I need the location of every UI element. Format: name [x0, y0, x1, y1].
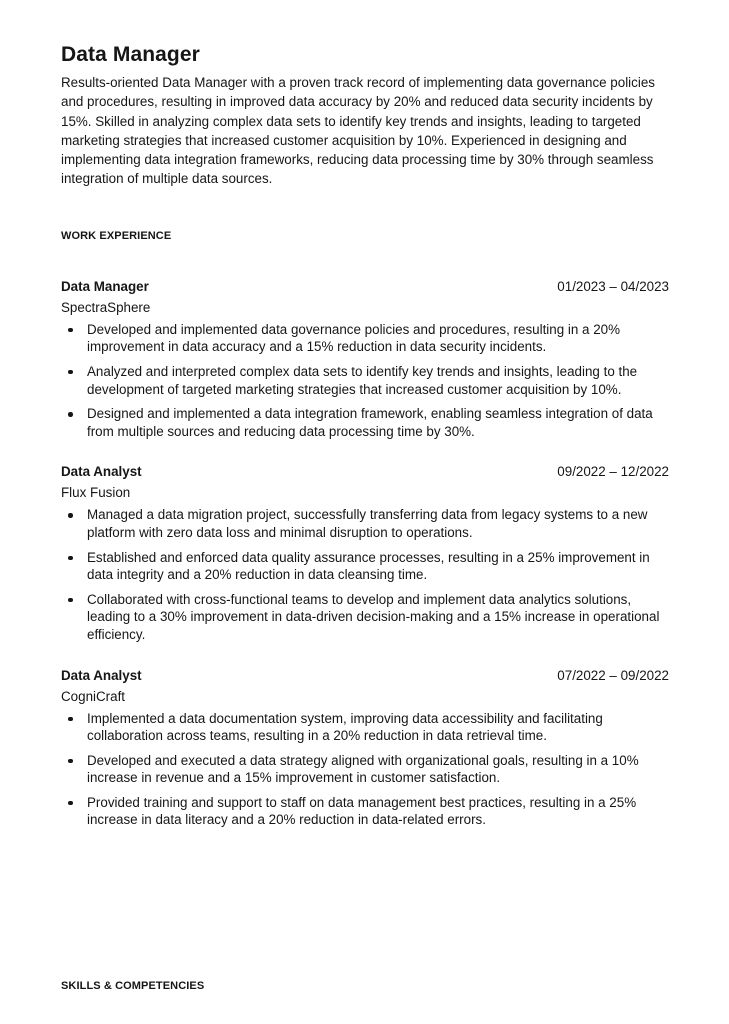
achievement-text: Established and enforced data quality assurance processes, resulting in a 25% improvement in data integrity and a 20% reduction in data cleansing time.: [87, 549, 650, 583]
bullet-icon: [68, 598, 73, 603]
job-title: Data Analyst: [61, 464, 142, 480]
achievement-text: Analyzed and interpreted complex data sets to identify key trends and insights, leading to the development of targeted marketing strategies that increased customer acquisition by 10%.: [87, 363, 638, 397]
job-title: Data Manager: [61, 278, 149, 294]
resume-name: Data Manager: [61, 43, 200, 66]
achievement-item: [61, 710, 671, 745]
job-header: [61, 277, 669, 297]
bullet-icon: [68, 412, 73, 417]
job-title: Data Analyst: [61, 667, 142, 683]
bullet-icon: [68, 801, 73, 806]
achievement-list: [61, 710, 671, 830]
job-header: [61, 462, 669, 482]
achievement-text: Implemented a data documentation system, improving data accessibility and facilitating collaboration across teams, resulting in a 20% reduction in data retrieval time.: [87, 710, 603, 744]
achievement-item: [61, 506, 671, 541]
achievement-item: [61, 794, 671, 829]
job-header: [61, 666, 669, 686]
bullet-icon: [68, 513, 73, 518]
achievement-text: Developed and executed a data strategy aligned with organizational goals, resulting in a 10% increase in revenue and a 15% improvement in customer satisfaction.: [87, 752, 639, 786]
achievement-text: Designed and implemented a data integration framework, enabling seamless integration of data from multiple sources and reducing data processing time by 30%.: [87, 406, 653, 439]
section-heading-skills: SKILLS & COMPETENCIES: [61, 980, 205, 992]
achievement-list: [61, 321, 671, 441]
job-dates: 07/2022 – 09/2022: [557, 667, 669, 683]
achievement-item: [61, 321, 671, 356]
achievement-list: [61, 506, 671, 643]
achievement-item: [61, 591, 671, 644]
achievement-text: Developed and implemented data governance policies and procedures, resulting in a 20% improvement in data accuracy and a 15% reduction in data security incidents.: [87, 321, 620, 355]
achievement-item: [61, 549, 671, 584]
bullet-icon: [68, 556, 73, 561]
achievement-item: [61, 405, 671, 440]
bullet-icon: [68, 370, 73, 375]
job-dates: 01/2023 – 04/2023: [557, 278, 669, 294]
professional-summary: Results-oriented Data Manager with a proven track record of implementing data governance policies and procedures, resulting in improved data accuracy by 20% and reduced data security incidents by 15%. Skilled in analyzing complex data sets to identify key trends and insights, leading to targeted marketing strategies that increased customer acquisition by 10%. Experienced in designing and implementing data integration frameworks, reducing data processing time by 30% through seamless integration of multiple data sources.: [61, 75, 655, 187]
achievement-item: [61, 363, 671, 398]
company-name: SpectraSphere: [61, 299, 151, 315]
job-entry: [61, 462, 669, 643]
bullet-icon: [68, 328, 73, 333]
achievement-text: Collaborated with cross-functional teams to develop and implement data analytics solutions, leading to a 30% improvement in data-driven decision-making and a 15% increase in operational efficiency.: [87, 591, 660, 642]
section-heading-work-experience: WORK EXPERIENCE: [61, 229, 172, 242]
achievement-text: Managed a data migration project, successfully transferring data from legacy systems to a new platform with zero data loss and minimal disruption to operations.: [87, 507, 648, 540]
job-dates: 09/2022 – 12/2022: [557, 464, 669, 480]
achievement-item: [61, 752, 671, 787]
job-entry: [61, 277, 669, 441]
bullet-icon: [68, 759, 73, 764]
achievement-text: Provided training and support to staff on data management best practices, resulting in a 25% increase in data literacy and a 20% reduction in data-related errors.: [87, 794, 637, 828]
company-name: Flux Fusion: [61, 485, 131, 501]
company-name: CogniCraft: [61, 688, 126, 704]
job-entry: [61, 666, 669, 830]
bullet-icon: [68, 717, 73, 722]
